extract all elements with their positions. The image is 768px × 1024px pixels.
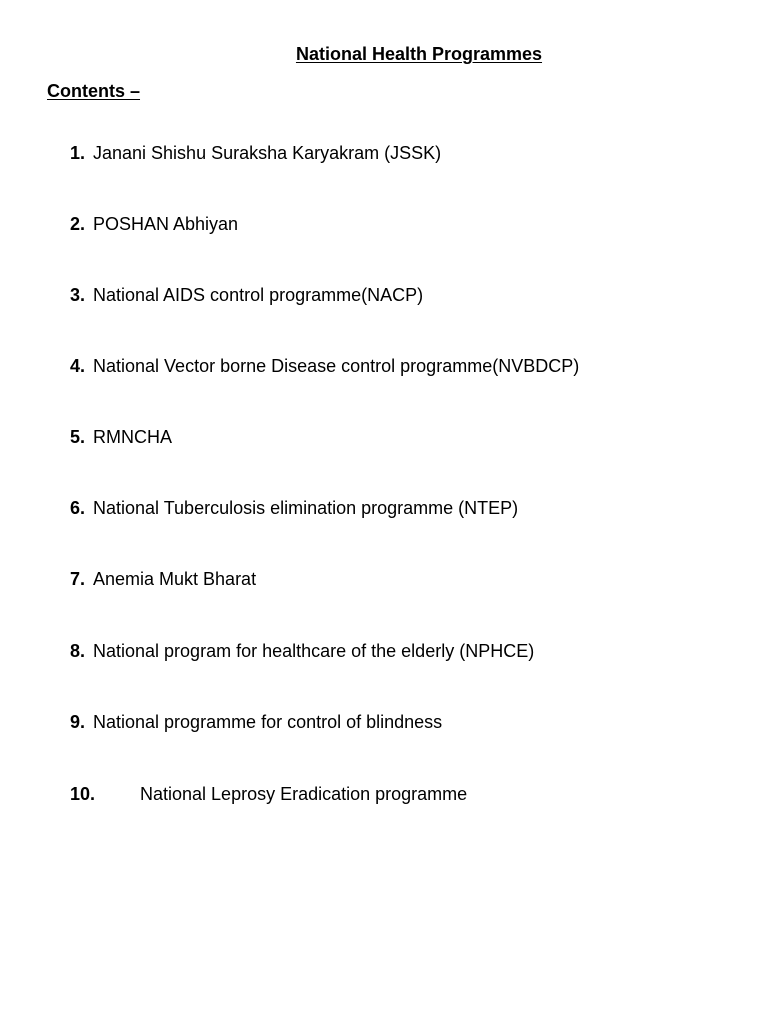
list-item-text: National Vector borne Disease control programme(NVBDCP) bbox=[93, 356, 580, 376]
list-item-number: 4. bbox=[70, 356, 86, 376]
list-item-number: 10. bbox=[70, 784, 96, 804]
list-item-text: National programme for control of blindness bbox=[93, 712, 443, 732]
list-item-number: 5. bbox=[70, 427, 86, 447]
list-item bbox=[70, 710, 442, 734]
list-item-text: POSHAN Abhiyan bbox=[93, 214, 239, 234]
list-item-number: 9. bbox=[70, 712, 86, 732]
list-item bbox=[70, 141, 441, 165]
list-item-text: National Leprosy Eradication programme bbox=[140, 784, 468, 804]
list-item bbox=[70, 639, 534, 663]
list-item bbox=[70, 425, 172, 449]
list-item-text: National program for healthcare of the elderly (NPHCE) bbox=[93, 641, 535, 661]
contents-heading: Contents – bbox=[47, 81, 141, 101]
list-item-number: 2. bbox=[70, 214, 86, 234]
list-item bbox=[70, 782, 467, 806]
list-item-number: 7. bbox=[70, 569, 86, 589]
list-item-number: 6. bbox=[70, 498, 86, 518]
list-item-text: RMNCHA bbox=[93, 427, 172, 447]
list-item-number: 8. bbox=[70, 641, 86, 661]
list-item bbox=[70, 496, 518, 520]
list-item bbox=[70, 354, 579, 378]
list-item-text: Anemia Mukt Bharat bbox=[93, 569, 257, 589]
list-item-number: 1. bbox=[70, 143, 86, 163]
list-item bbox=[70, 283, 423, 307]
document-title: National Health Programmes bbox=[295, 44, 543, 64]
list-item bbox=[70, 567, 256, 591]
list-item-text: Janani Shishu Suraksha Karyakram (JSSK) bbox=[93, 143, 442, 163]
list-item-text: National Tuberculosis elimination programme (NTEP) bbox=[93, 498, 519, 518]
list-item-number: 3. bbox=[70, 285, 86, 305]
list-item bbox=[70, 212, 238, 236]
list-item-text: National AIDS control programme(NACP) bbox=[93, 285, 424, 305]
